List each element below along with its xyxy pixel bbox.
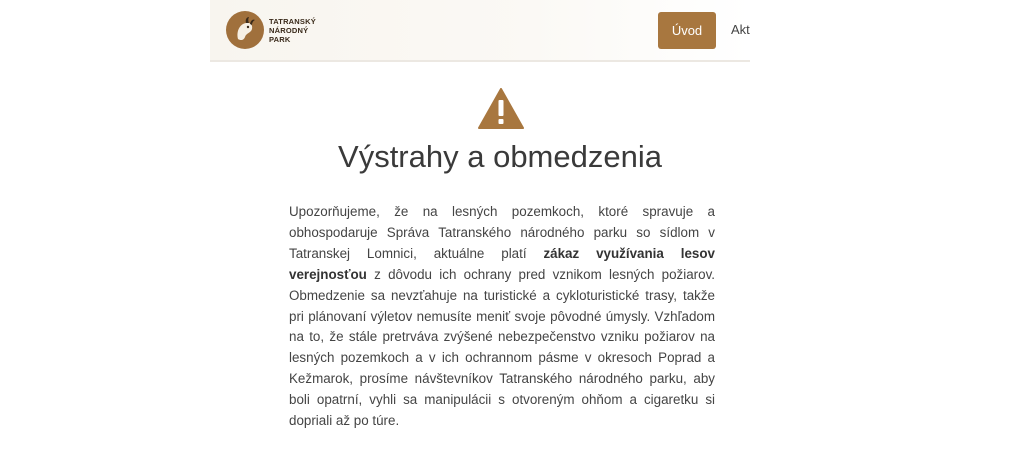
page-viewport <box>210 0 750 461</box>
warning-paragraph <box>289 202 715 432</box>
logo-wordmark <box>269 17 316 44</box>
nav-item-aktuality[interactable]: Akt <box>731 22 750 37</box>
warning-triangle-icon <box>478 88 524 134</box>
site-logo[interactable] <box>226 9 346 51</box>
logo-line-2: NÁRODNÝ <box>269 25 309 35</box>
site-header <box>210 0 750 62</box>
chamois-logo-icon <box>226 11 264 49</box>
logo-line-1: TATRANSKÝ <box>269 16 316 26</box>
paragraph-emphasis: zákaz využívania lesov verejnosťou <box>289 245 715 282</box>
logo-line-3: PARK <box>269 34 291 44</box>
nav-item-uvod[interactable]: Úvod <box>658 12 716 49</box>
page-title: Výstrahy a obmedzenia <box>338 139 662 174</box>
paragraph-text-end: z dôvodu ich ochrany pred vznikom lesných požiarov. Obmedzenie sa nevzťahuje na turistické a cykloturistické trasy, takže pri plánovaní výletov nemusíte meniť svoje pôvodné úmysly. Vzhľadom na to, že stále pretrváva zvýšené nebezpečenstvo vzniku požiarov na lesných pozemkoch a v ich ochrannom pásme v okresoch Poprad a Kežmarok, prosíme návštevníkov Tatranského národného parku, aby boli opatrní, vyhli sa manipulácii s otvoreným ohňom a cigaretku si dopriali až po túre. <box>289 266 715 429</box>
paragraph-text-start: Upozorňujeme, že na lesných pozemkoch, ktoré spravuje a obhospodaruje Správa Tatranského národného parku so sídlom v Tatranskej Lomnici, aktuálne platí <box>289 204 715 261</box>
